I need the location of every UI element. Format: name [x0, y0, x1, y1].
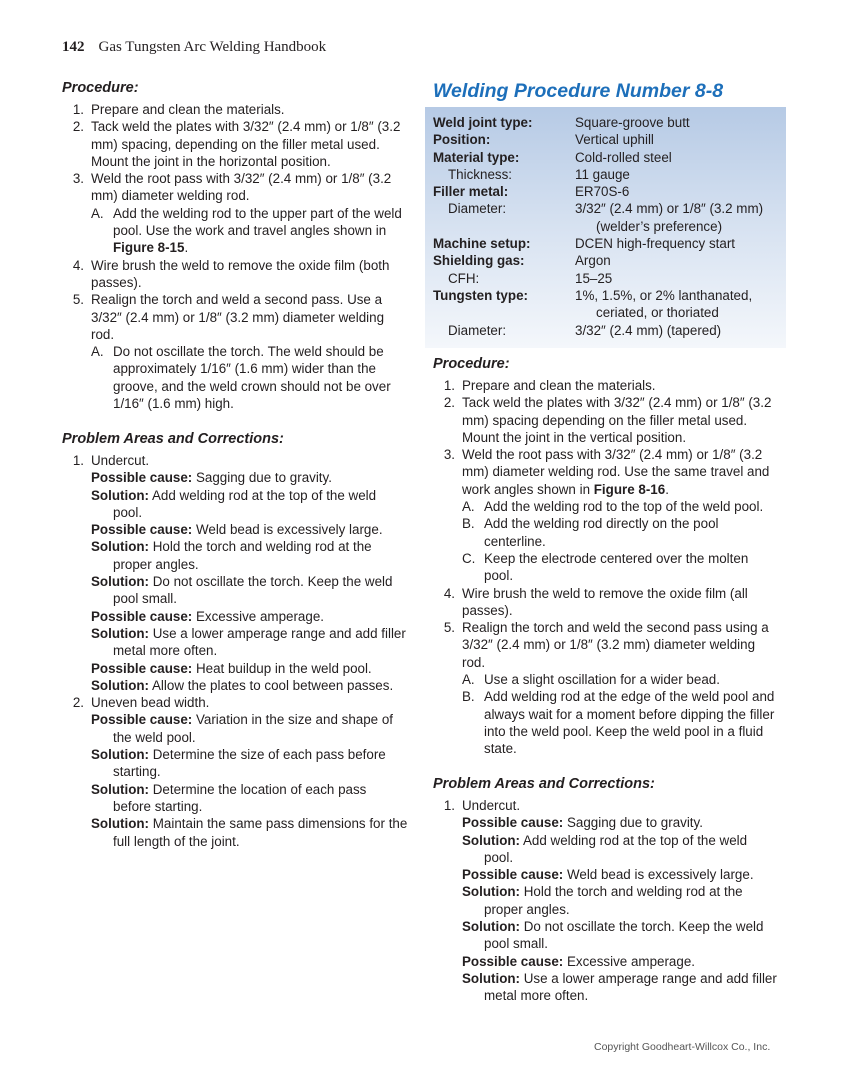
list-item: [433, 970, 779, 1005]
item-marker: 1.: [443, 378, 455, 393]
item-text: Weld bead is excessively large.: [195, 522, 383, 538]
item-text: Tack weld the plates with 3/32″ (2.4 mm) or 1/8″ (3.2 mm) spacing, depending on the filler metal used. Mount the joint in the horizontal position.: [91, 119, 401, 169]
item-marker: 1.: [72, 102, 84, 117]
item-text: Wire brush the weld to remove the oxide film (all passes).: [462, 585, 748, 618]
list-item: [62, 677, 408, 694]
item-text-after: .: [665, 481, 669, 497]
cause-label: Possible cause:: [462, 867, 564, 883]
numbered-item: [62, 257, 408, 292]
item-marker: 1.: [72, 453, 84, 468]
item-text-after: .: [184, 240, 189, 256]
cause-label: Possible cause:: [91, 712, 193, 728]
list-item: [433, 866, 779, 883]
solution-label: Solution:: [462, 832, 521, 848]
spec-label: Machine setup:: [433, 236, 531, 252]
item-marker: 1.: [443, 798, 455, 813]
spec-row: [433, 114, 801, 131]
spec-label: Position:: [433, 132, 491, 148]
item-text: Add welding rod at the edge of the weld pool and always wait for a moment before dipping the filler into the weld pool. Keep the weld pool in a fluid state.: [484, 689, 775, 757]
list-item: [62, 815, 408, 850]
solution-label: Solution:: [462, 970, 521, 986]
spec-value: Cold-rolled steel: [575, 149, 672, 165]
spec-row: [433, 131, 801, 148]
list-item: [62, 608, 408, 625]
item-text: Determine the location of each pass before starting.: [113, 781, 367, 814]
item-text: Allow the plates to cool between passes.: [152, 677, 394, 693]
solution-label: Solution:: [91, 487, 150, 503]
right-procedure-list: [433, 377, 779, 758]
item-marker: A.: [91, 205, 104, 221]
cause-label: Possible cause:: [91, 470, 193, 486]
item-text: Prepare and clean the materials.: [462, 378, 656, 393]
spec-label: CFH:: [448, 270, 480, 286]
spec-value: 15–25: [575, 270, 613, 286]
book-title: Gas Tungsten Arc Welding Handbook: [98, 39, 327, 55]
sub-item: [433, 688, 779, 757]
spec-row: [433, 183, 801, 200]
item-text: Weld the root pass with 3/32″ (2.4 mm) or 1/8″ (3.2 mm) diameter welding rod. Use the same travel and work angles shown in: [462, 447, 770, 497]
list-item: [433, 883, 779, 918]
spec-label: Material type:: [433, 149, 520, 165]
cause-label: Possible cause:: [462, 953, 564, 969]
cause-label: Possible cause:: [462, 815, 564, 831]
item-text: Variation in the size and shape of the weld pool.: [113, 712, 393, 745]
spec-row: [433, 287, 801, 322]
solution-label: Solution:: [91, 781, 150, 797]
spec-row: [433, 252, 801, 269]
spec-value: DCEN high-frequency start: [575, 236, 736, 252]
list-item: [433, 953, 779, 970]
item-marker: 4.: [72, 257, 84, 273]
item-text: Add the welding rod directly on the pool centerline.: [484, 516, 719, 549]
item-text: Realign the torch and weld the second pass using a 3/32″ (2.4 mm) or 1/8″ (3.2 mm) diameter welding rod.: [462, 620, 769, 670]
solution-label: Solution:: [91, 625, 150, 641]
item-text: Undercut.: [462, 798, 521, 813]
item-text: Sagging due to gravity.: [195, 470, 332, 486]
numbered-item: [433, 394, 779, 446]
item-text: Determine the size of each pass before starting.: [113, 747, 386, 780]
spec-label: Tungsten type:: [433, 287, 528, 303]
list-item: [433, 832, 779, 867]
item-text: Add the welding rod to the upper part of the weld pool. Use the work and travel angles shown in: [113, 205, 402, 239]
spec-row: [433, 322, 801, 339]
spec-label: Filler metal:: [433, 184, 509, 200]
cause-label: Possible cause:: [91, 522, 193, 538]
item-text: Heat buildup in the weld pool.: [195, 660, 372, 676]
list-item: [62, 538, 408, 573]
numbered-item: [62, 452, 408, 469]
spec-label: Thickness:: [448, 166, 512, 182]
spec-row: [433, 166, 801, 183]
item-text: Use a lower amperage range and add filler metal more often.: [113, 625, 406, 659]
numbered-item: [62, 291, 408, 343]
spec-label: Diameter:: [448, 201, 507, 217]
page-number: 142: [62, 39, 85, 55]
list-item: [62, 469, 408, 486]
list-item: [433, 918, 779, 953]
list-item: [433, 814, 779, 831]
item-text: Weld bead is excessively large.: [566, 867, 754, 883]
item-marker: 4.: [443, 585, 455, 601]
item-text: Realign the torch and weld a second pass. Use a 3/32″ (2.4 mm) or 1/8″ (3.2 mm) diameter welding rod.: [91, 292, 385, 342]
item-text: Weld the root pass with 3/32″ (2.4 mm) or 1/8″ (3.2 mm) diameter welding rod.: [91, 171, 392, 204]
solution-label: Solution:: [462, 919, 521, 935]
numbered-item: [433, 446, 779, 498]
numbered-item: [62, 694, 408, 711]
spec-box: [425, 107, 786, 348]
numbered-item: [62, 118, 408, 170]
item-text: Add welding rod at the top of the weld pool.: [113, 487, 377, 520]
sub-item: [62, 343, 408, 412]
spec-table: [433, 114, 801, 339]
numbered-item: [433, 377, 779, 394]
item-marker: 2.: [443, 395, 455, 411]
item-marker: 2.: [72, 119, 84, 135]
item-text: Do not oscillate the torch. Keep the weld pool small.: [484, 919, 764, 952]
list-item: [62, 625, 408, 660]
spec-value: 3/32″ (2.4 mm) (tapered): [575, 322, 722, 338]
left-procedure-heading: Procedure:: [62, 80, 139, 96]
item-text: Add the welding rod to the top of the weld pool.: [484, 499, 764, 515]
right-problems-list: [433, 797, 779, 1005]
item-marker: C.: [462, 550, 476, 566]
item-marker: 3.: [443, 447, 455, 463]
spec-value: 1%, 1.5%, or 2% lanthanated, ceriated, or thoriated: [575, 287, 753, 321]
item-text: Wire brush the weld to remove the oxide film (both passes).: [91, 257, 390, 290]
item-marker: 2.: [72, 695, 84, 711]
figure-reference: Figure 8-15: [113, 240, 185, 256]
spec-row: [433, 149, 801, 166]
spec-label: Weld joint type:: [433, 115, 533, 130]
left-problems-list: [62, 452, 408, 850]
numbered-item: [62, 170, 408, 205]
solution-label: Solution:: [91, 539, 150, 555]
spec-value: Square-groove butt: [575, 115, 690, 130]
right-problems-heading: Problem Areas and Corrections:: [433, 776, 655, 792]
running-header: [62, 39, 326, 56]
item-marker: A.: [91, 344, 104, 360]
sub-item: [62, 205, 408, 257]
solution-label: Solution:: [462, 884, 521, 900]
list-item: [62, 521, 408, 538]
spec-value: 11 gauge: [575, 166, 630, 182]
spec-value: Argon: [575, 253, 611, 269]
list-item: [62, 487, 408, 522]
list-item: [62, 573, 408, 608]
item-text: Prepare and clean the materials.: [91, 102, 285, 117]
item-text: Maintain the same pass dimensions for the full length of the joint.: [113, 816, 408, 849]
item-marker: 5.: [443, 620, 455, 636]
solution-label: Solution:: [91, 677, 150, 693]
item-text: Do not oscillate the torch. Keep the weld pool small.: [113, 574, 393, 607]
spec-row: [433, 270, 801, 287]
spec-value: Vertical uphill: [575, 132, 654, 148]
spec-label: Diameter:: [448, 322, 507, 338]
numbered-item: [433, 619, 779, 671]
item-text: Excessive amperage.: [195, 608, 324, 624]
list-item: [62, 660, 408, 677]
item-marker: B.: [462, 689, 475, 705]
right-procedure-heading: Procedure:: [433, 356, 510, 372]
spec-value: 3/32″ (2.4 mm) or 1/8″ (3.2 mm) (welder’s preference): [575, 201, 764, 234]
sub-item: [433, 515, 779, 550]
copyright: Copyright Goodheart-Willcox Co., Inc.: [594, 1041, 771, 1053]
procedure-title: Welding Procedure Number 8-8: [433, 80, 724, 102]
spec-row: [433, 235, 801, 252]
list-item: [62, 746, 408, 781]
numbered-item: [433, 797, 779, 814]
item-text: Use a slight oscillation for a wider bead.: [484, 672, 720, 688]
sub-item: [433, 550, 779, 585]
cause-label: Possible cause:: [91, 608, 193, 624]
list-item: [62, 781, 408, 816]
item-text: Tack weld the plates with 3/32″ (2.4 mm) or 1/8″ (3.2 mm) spacing depending on the filler metal used. Mount the joint in the vertical position.: [462, 395, 772, 445]
item-text: Hold the torch and welding rod at the proper angles.: [113, 539, 372, 572]
item-text: Keep the electrode centered over the molten pool.: [484, 550, 749, 584]
sub-item: [433, 498, 779, 515]
spec-label: Shielding gas:: [433, 253, 525, 269]
item-marker: A.: [462, 672, 475, 688]
item-text: Excessive amperage.: [566, 953, 695, 969]
item-marker: 5.: [72, 292, 84, 308]
numbered-item: [62, 101, 408, 118]
item-marker: B.: [462, 516, 475, 532]
item-text: Use a lower amperage range and add filler metal more often.: [484, 970, 777, 1004]
item-marker: 3.: [72, 171, 84, 187]
spec-value: ER70S-6: [575, 184, 630, 200]
cause-label: Possible cause:: [91, 660, 193, 676]
item-text: Uneven bead width.: [91, 695, 210, 711]
sub-item: [433, 671, 779, 688]
solution-label: Solution:: [91, 574, 150, 590]
spec-row: [433, 200, 801, 235]
left-problems-heading: Problem Areas and Corrections:: [62, 431, 284, 447]
item-marker: A.: [462, 499, 475, 515]
item-text: Add welding rod at the top of the weld pool.: [484, 832, 748, 865]
item-text: Sagging due to gravity.: [566, 815, 703, 831]
figure-reference: Figure 8-16: [593, 481, 666, 497]
item-text: Undercut.: [91, 453, 150, 468]
item-text: Hold the torch and welding rod at the proper angles.: [484, 884, 743, 917]
solution-label: Solution:: [91, 747, 150, 763]
left-procedure-list: [62, 101, 408, 412]
item-text: Do not oscillate the torch. The weld should be approximately 1/16″ (1.6 mm) wider than the groove, and the weld crown should not be over 1/16″ (1.6 mm) high.: [113, 344, 391, 412]
list-item: [62, 711, 408, 746]
numbered-item: [433, 585, 779, 620]
solution-label: Solution:: [91, 816, 150, 832]
